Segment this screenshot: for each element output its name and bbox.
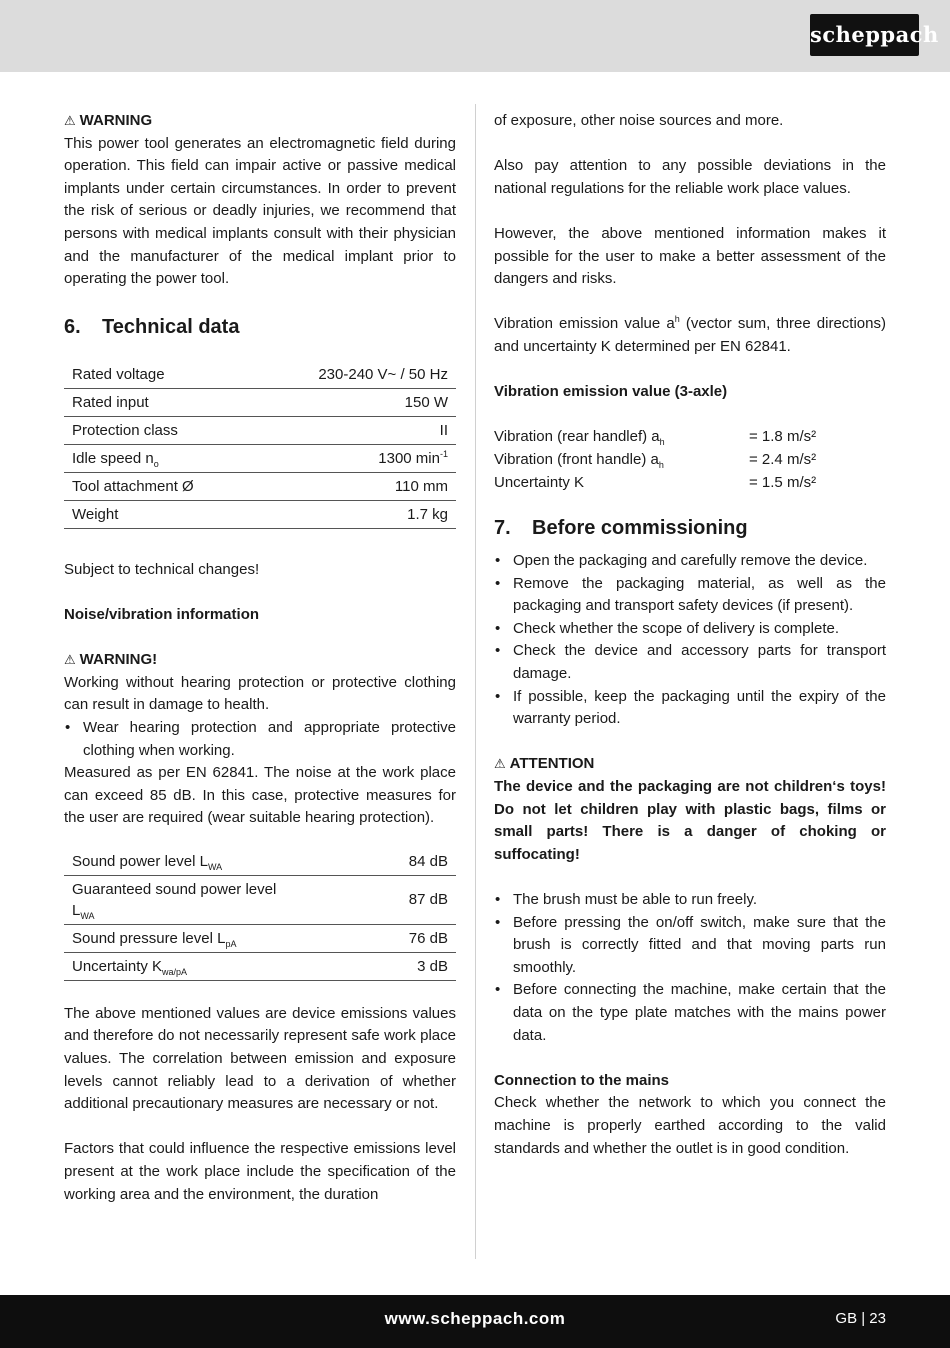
page-number: GB | 23 <box>835 1310 886 1327</box>
noise-heading: Noise/vibration information <box>64 605 260 623</box>
table-row: Weight 1.7 kg <box>64 500 456 528</box>
vibration-heading: Vibration emission value (3-axle) <box>494 383 728 401</box>
table-row: Sound power level $L_{WA}$ 84 dB <box>64 848 456 876</box>
list-item: • Open the packaging and carefully remove the device. <box>494 550 886 573</box>
vibration-intro-paragraph: Vibration emission value $a^h$ (vector sum, three directions) and uncertainty K determined per EN 62841. <box>494 314 886 355</box>
mains-text: Check whether the network to which you connect the machine is properly earthed according to the valid standards and whether the outlet is in good condition. <box>494 1094 886 1157</box>
warning-bullet-list <box>64 717 456 762</box>
warning-triangle-icon: ⚠ <box>494 756 506 772</box>
assessment-paragraph: However, the above mentioned information makes it possible for the user to make a better assessment of the dangers and risks. <box>494 224 886 288</box>
page-footer <box>0 1295 950 1348</box>
table-row: Protection class II <box>64 416 456 444</box>
vibration-row: Vibration (front handle) $a_h$ = 2.4 m/s² <box>494 450 817 470</box>
safety-bullet-list <box>494 889 886 1047</box>
national-regulations-paragraph: Also pay attention to any possible deviations in the national regulations for the reliable work place values. <box>494 157 886 197</box>
list-item: • Check whether the scope of delivery is complete. <box>494 618 886 641</box>
section-heading-technical-data: 6. Technical data <box>64 315 240 338</box>
table-row: Guaranteed sound power level $L_{WA}$ 87 dB <box>64 875 456 924</box>
list-item: • Before connecting the machine, make certain that the data on the type plate matches with the mains power data. <box>494 979 886 1047</box>
warning-text: Working without hearing protection or protective clothing can result in damage to health. <box>64 673 456 714</box>
measured-text: Measured as per EN 62841. The noise at the work place can exceed 85 dB. In this case, protective measures for the user are required (wear suitable hearing protection). <box>64 764 456 827</box>
table-row: Uncertainty $K_{wa/pA}$ 3 dB <box>64 952 456 980</box>
list-item: • Check the device and accessory parts for transport damage. <box>494 640 886 685</box>
influence-factors-paragraph: Factors that could influence the respective emissions level present at the work place include the specification of the working area and the environment, the duration <box>64 1140 456 1203</box>
exposure-paragraph: of exposure, other noise sources and more. <box>494 112 784 129</box>
emission-values-paragraph: The above mentioned values are device emissions values and therefore do not necessarily represent safe work place values. The correlation between emission and exposure levels cannot reliably lead to a derivation of whether additional precautionary measures are necessary or not. <box>64 1004 456 1113</box>
table-row: Tool attachment Ø 110 mm <box>64 472 456 500</box>
section-heading-before-commissioning: 7. Before commissioning <box>494 517 748 540</box>
table-row: Rated input 150 W <box>64 388 456 416</box>
scheppach-logo: scheppach <box>810 14 919 56</box>
attention-heading: ⚠ ATTENTION <box>494 755 595 773</box>
warning-triangle-icon: ⚠ <box>64 652 76 668</box>
website-link[interactable]: www.scheppach.com <box>384 1309 566 1328</box>
list-item: • Remove the packaging material, as well as the packaging and transport safety devices (if present). <box>494 573 886 618</box>
page-header <box>0 0 950 72</box>
attention-text: The device and the packaging are not children‘s toys! Do not let children play with plastic bags, films or small parts! There is a danger of choking or suffocating! <box>494 778 886 863</box>
table-row: Sound pressure level $L_{pA}$ 76 dB <box>64 924 456 952</box>
warning-triangle-icon: ⚠ <box>64 113 76 128</box>
subject-note: Subject to technical changes! <box>64 560 260 578</box>
column-divider <box>475 104 476 1259</box>
warning-text: This power tool generates an electromagnetic field during operation. This field can impair active or passive medical implants under certain circumstances. In order to prevent the risk of serious or deadly injuries, we recommend that persons with medical implants consult with their physician and the manufacturer of the medical implant prior to operating the power tool. <box>64 134 456 288</box>
right-column <box>494 110 886 1160</box>
table-row: Rated voltage 230-240 V~ / 50 Hz <box>64 361 456 389</box>
warning-heading: ⚠ WARNING <box>64 112 153 129</box>
list-item: • If possible, keep the packaging until the expiry of the warranty period. <box>494 686 886 731</box>
table-row: Idle speed $n_o$ 1300 $\min^{-1}$ <box>64 444 456 472</box>
list-item: • Wear hearing protection and appropriate protective clothing when working. <box>64 717 456 762</box>
vibration-values <box>494 426 886 494</box>
noise-data-table <box>64 848 456 981</box>
vibration-row: Vibration (rear handlef) $a_h$ = 1.8 m/s² <box>494 428 817 448</box>
left-column <box>64 110 456 1206</box>
list-item: • Before pressing the on/off switch, make sure that the brush is correctly fitted and that moving parts run smoothly. <box>494 912 886 980</box>
warning-heading: ⚠ WARNING! <box>64 651 158 669</box>
commissioning-bullet-list <box>494 550 886 731</box>
list-item: • The brush must be able to run freely. <box>494 889 886 912</box>
technical-data-table <box>64 361 456 529</box>
vibration-row: Uncertainty K = 1.5 m/s² <box>494 473 817 491</box>
mains-heading: Connection to the mains <box>494 1071 670 1089</box>
